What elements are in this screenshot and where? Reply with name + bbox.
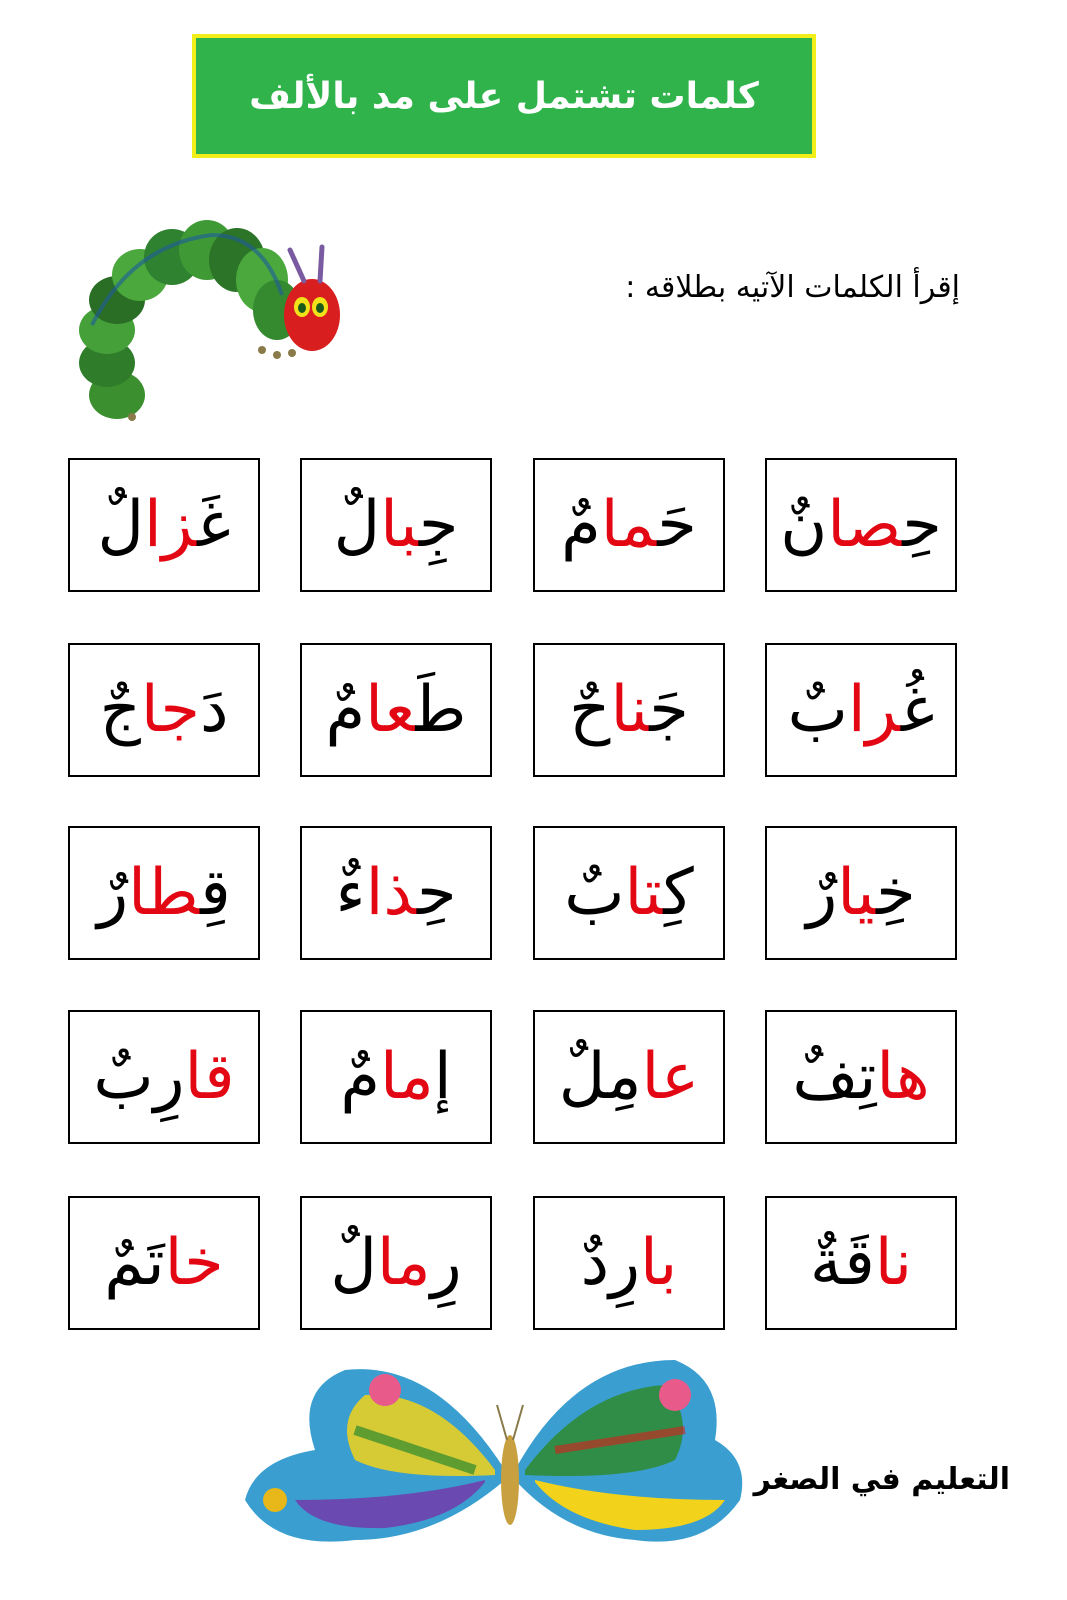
word-text (340, 1040, 452, 1114)
word-text (325, 673, 467, 747)
word-letters: رِ (430, 1226, 462, 1300)
long-vowel-highlight: جا (140, 673, 200, 747)
long-vowel-highlight: را (847, 673, 901, 747)
footer-proverb: التعليم في الصغر (753, 1462, 1010, 1497)
butterfly-illustration (235, 1350, 755, 1570)
word-letters: جٌ (99, 673, 141, 747)
long-vowel-highlight: صا (827, 488, 903, 562)
word-card (300, 458, 492, 592)
word-text (104, 1226, 224, 1300)
word-letters: مِلٌ (558, 1040, 642, 1114)
word-card (300, 826, 492, 960)
word-card (68, 1010, 260, 1144)
instruction-text: إقرأ الكلمات الآتيه بطلاقه : (625, 270, 960, 305)
long-vowel-highlight: ذا (365, 856, 417, 930)
word-card (533, 826, 725, 960)
word-card (68, 643, 260, 777)
long-vowel-highlight: قا (184, 1040, 235, 1114)
word-letters: دَ (199, 673, 229, 747)
word-letters: خِ (876, 856, 916, 930)
long-vowel-highlight: ما (376, 1226, 431, 1300)
long-vowel-highlight: تا (624, 856, 664, 930)
word-letters: قِ (200, 856, 231, 930)
word-text (330, 1226, 462, 1300)
word-card (300, 1196, 492, 1330)
word-letters: بٌ (787, 673, 848, 747)
long-vowel-highlight: ما (600, 488, 658, 562)
word-card (765, 458, 957, 592)
word-card (533, 1196, 725, 1330)
title-banner (192, 34, 816, 158)
word-text (787, 673, 935, 747)
word-letters: بٌ (564, 856, 625, 930)
word-letters: حَ (657, 488, 697, 562)
word-card (68, 458, 260, 592)
word-text (97, 856, 231, 930)
word-letters: رٌ (97, 856, 129, 930)
word-letters: كِ (663, 856, 694, 930)
word-letters: حِ (416, 856, 457, 930)
word-text (93, 1040, 235, 1114)
word-text (580, 1226, 678, 1300)
word-card (300, 1010, 492, 1144)
word-card (533, 458, 725, 592)
page-title: كلمات تشتمل على مد بالألف (249, 75, 759, 117)
word-letters: رٌ (806, 856, 838, 930)
word-letters: طَ (415, 673, 467, 747)
long-vowel-highlight: نا (874, 1226, 913, 1300)
word-card (765, 643, 957, 777)
word-letters: قَةٌ (809, 1226, 875, 1300)
word-letters: غُ (900, 673, 935, 747)
word-text (564, 856, 694, 930)
word-letters: إ (433, 1040, 452, 1114)
word-letters: حٌ (569, 673, 611, 747)
word-text (792, 1040, 930, 1114)
word-letters: لٌ (97, 488, 144, 562)
word-text (780, 488, 942, 562)
word-letters: رِدٌ (580, 1226, 641, 1300)
word-card (765, 1196, 957, 1330)
long-vowel-highlight: زا (143, 488, 198, 562)
word-text (333, 488, 459, 562)
word-letters: جِ (418, 488, 459, 562)
word-letters: مٌ (340, 1040, 381, 1114)
long-vowel-highlight: طا (128, 856, 201, 930)
long-vowel-highlight: نا (610, 673, 650, 747)
word-card (68, 1196, 260, 1330)
word-letters: لٌ (330, 1226, 377, 1300)
word-letters: غَ (197, 488, 231, 562)
word-card (533, 643, 725, 777)
long-vowel-highlight: با (380, 488, 419, 562)
long-vowel-highlight: عا (365, 673, 416, 747)
word-text (558, 1040, 700, 1114)
word-letters: جَ (649, 673, 689, 747)
word-letters: حِ (902, 488, 942, 562)
word-text (809, 1226, 913, 1300)
word-text (569, 673, 689, 747)
word-text (561, 488, 697, 562)
butterfly-left-wing (245, 1369, 505, 1542)
long-vowel-highlight: ها (876, 1040, 930, 1114)
caterpillar-head (284, 247, 340, 351)
word-letters: نٌ (780, 488, 828, 562)
caterpillar-body (79, 220, 301, 419)
long-vowel-highlight: عا (641, 1040, 700, 1114)
word-card (68, 826, 260, 960)
word-letters: تِفٌ (792, 1040, 877, 1114)
long-vowel-highlight: با (640, 1226, 678, 1300)
word-letters: لٌ (333, 488, 381, 562)
butterfly-right-wing (515, 1360, 742, 1542)
word-card (765, 826, 957, 960)
caterpillar-legs (128, 346, 296, 421)
long-vowel-highlight: ما (380, 1040, 434, 1114)
caterpillar-illustration (72, 205, 347, 435)
word-letters: مٌ (325, 673, 366, 747)
word-text (806, 856, 916, 930)
long-vowel-highlight: يا (837, 856, 877, 930)
word-card (300, 643, 492, 777)
word-card (765, 1010, 957, 1144)
word-letters: رِبٌ (93, 1040, 185, 1114)
word-card (533, 1010, 725, 1144)
word-letters: تَمٌ (104, 1226, 165, 1300)
word-text (335, 856, 457, 930)
word-text (97, 488, 231, 562)
word-text (99, 673, 229, 747)
word-letters: مٌ (561, 488, 601, 562)
word-letters: ءٌ (335, 856, 366, 930)
long-vowel-highlight: خا (164, 1226, 224, 1300)
